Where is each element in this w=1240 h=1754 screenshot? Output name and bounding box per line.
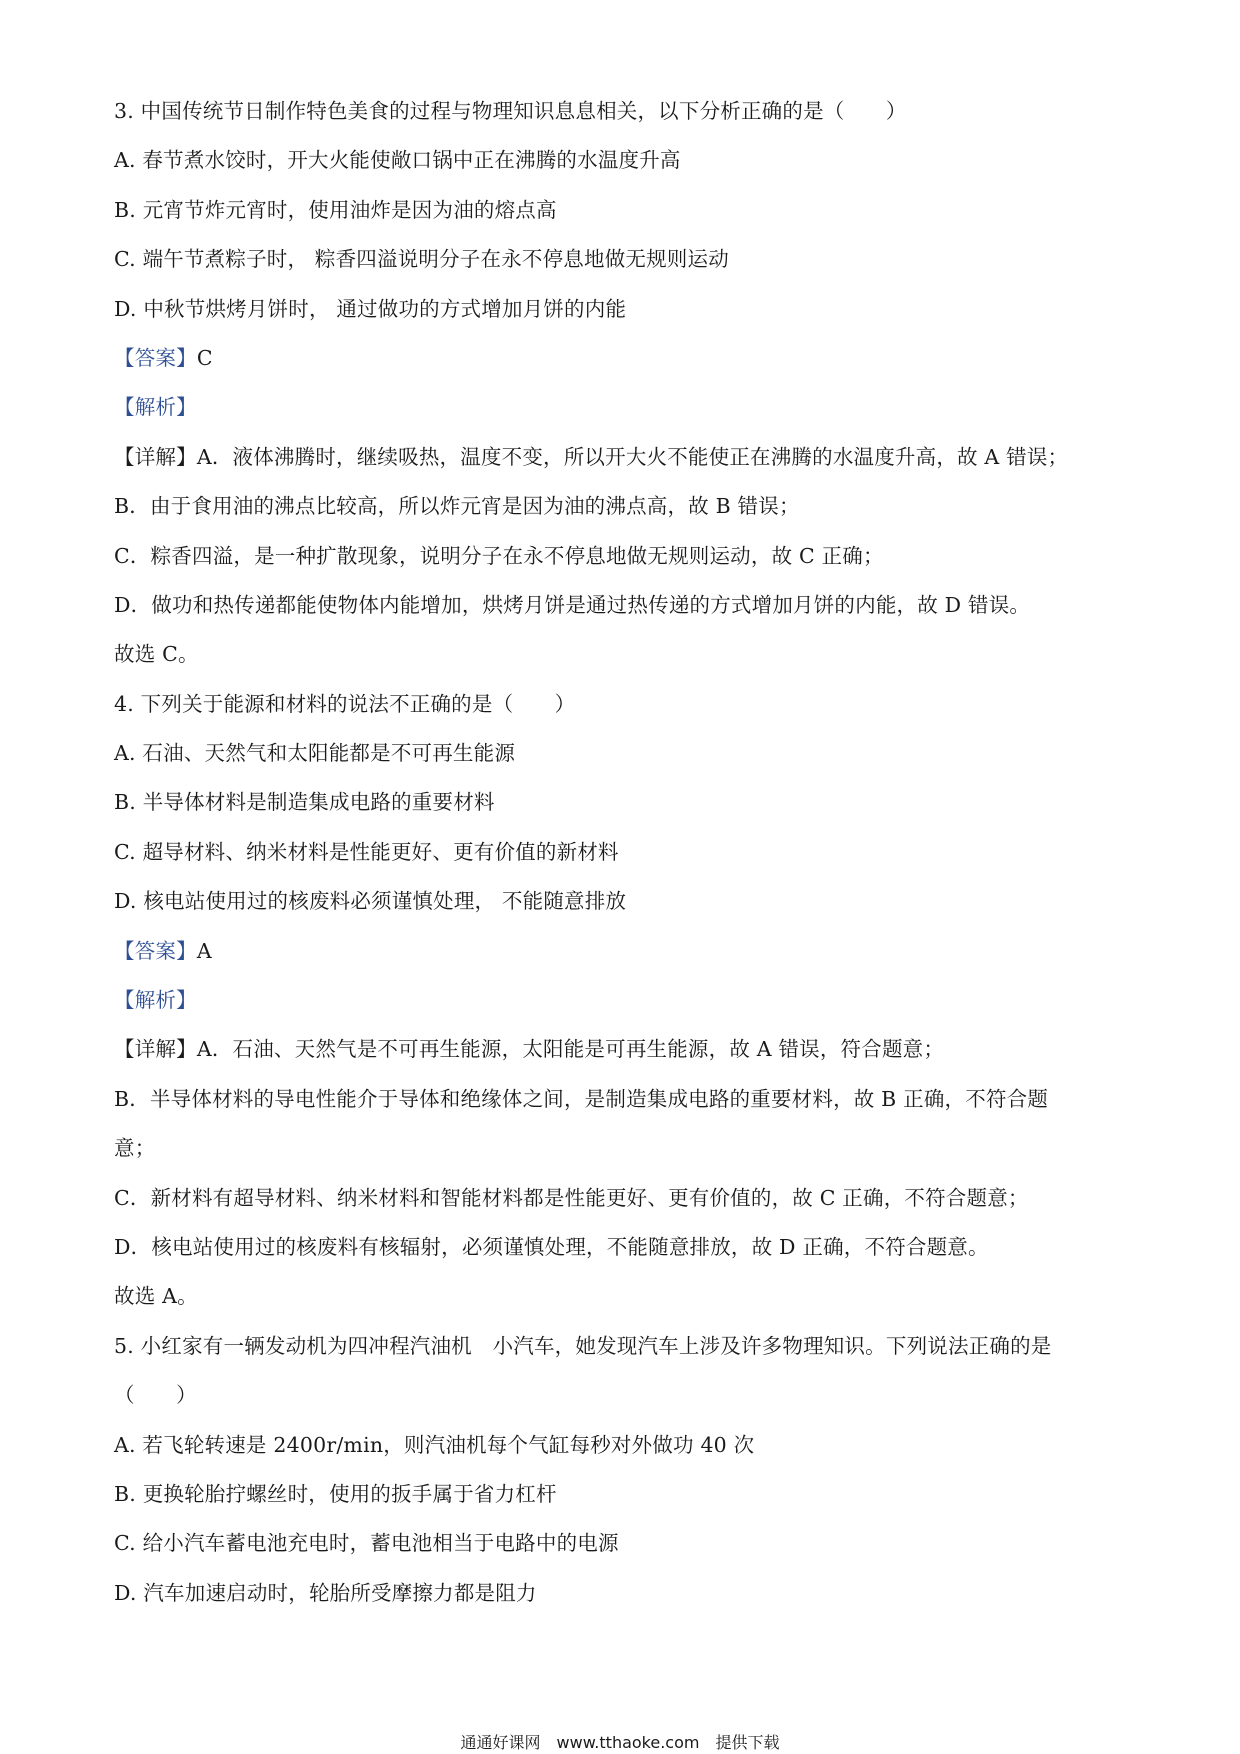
q5-stem-cont: （ ） bbox=[114, 1383, 197, 1408]
q5-option-a: A. 若飞轮转速是 2400r/min，则汽油机每个气缸每秒对外做功 40 次 bbox=[114, 1432, 755, 1457]
q4-option-a: A. 石油、天然气和太阳能都是不可再生能源 bbox=[114, 741, 516, 766]
q4-answer-tag: 【答案】 bbox=[114, 938, 197, 963]
q3-detail-c: C．粽香四溢，是一种扩散现象，说明分子在永不停息地做无规则运动，故 C 正确； bbox=[114, 543, 884, 568]
q4-answer bbox=[114, 938, 1124, 964]
q3-detail-d: D．做功和热传递都能使物体内能增加，烘烤月饼是通过热传递的方式增加月饼的内能，故 D 错误。 bbox=[114, 592, 1031, 617]
q4-option-c: C. 超导材料、纳米材料是性能更好、更有价值的新材料 bbox=[114, 839, 619, 864]
q4-detail-b-cont: 意； bbox=[114, 1136, 156, 1161]
q3-option-c: C. 端午节煮粽子时， 粽香四溢说明分子在永不停息地做无规则运动 bbox=[114, 247, 729, 272]
q3-detail-tag: 【详解】 bbox=[114, 444, 197, 469]
q3-detail-line: A．液体沸腾时，继续吸热，温度不变，所以开大火不能使正在沸腾的水温度升高，故 A 错误； bbox=[196, 444, 1069, 469]
q4-detail-tag: 【详解】 bbox=[114, 1037, 197, 1062]
q3-option-d: D. 中秋节烘烤月饼时， 通过做功的方式增加月饼的内能 bbox=[114, 296, 627, 321]
q3-stem: 3. 中国传统节日制作特色美食的过程与物理知识息息相关，以下分析正确的是（ ） bbox=[114, 99, 907, 123]
q3-option-b: B. 元宵节炸元宵时，使用油炸是因为油的熔点高 bbox=[114, 197, 557, 222]
q3-answer-value: C bbox=[196, 345, 213, 370]
q3-answer bbox=[114, 345, 1124, 371]
q5-stem: 5. 小红家有一辆发动机为四冲程汽油机 小汽车，她发现汽车上涉及许多物理知识。下列说法正确的是 bbox=[114, 1333, 1052, 1358]
q4-answer-value: A bbox=[196, 938, 212, 963]
q3-analysis-tag: 【解析】 bbox=[114, 395, 197, 420]
q4-option-d: D. 核电站使用过的核废料必须谨慎处理， 不能随意排放 bbox=[114, 889, 627, 914]
q3-analysis bbox=[114, 394, 1124, 420]
q4-detail-c: C．新材料有超导材料、纳米材料和智能材料都是性能更好、更有价值的，故 C 正确，不符合题意； bbox=[114, 1185, 1029, 1210]
q3-detail-b: B．由于食用油的沸点比较高，所以炸元宵是因为油的沸点高，故 B 错误； bbox=[114, 494, 800, 519]
q3-detail-a bbox=[114, 444, 1124, 470]
q5-option-b: B. 更换轮胎拧螺丝时，使用的扳手属于省力杠杆 bbox=[114, 1481, 557, 1506]
q4-stem: 4. 下列关于能源和材料的说法不正确的是（ ） bbox=[114, 691, 576, 716]
q4-analysis-tag: 【解析】 bbox=[114, 988, 197, 1013]
q4-analysis bbox=[114, 987, 1124, 1013]
q3-answer-tag: 【答案】 bbox=[114, 345, 197, 370]
q4-detail-b: B．半导体材料的导电性能介于导体和绝缘体之间，是制造集成电路的重要材料，故 B 正确，不符合题 bbox=[114, 1086, 1049, 1111]
q4-detail-line: A．石油、天然气是不可再生能源，太阳能是可再生能源，故 A 错误，符合题意； bbox=[196, 1037, 945, 1062]
q4-detail-d: D．核电站使用过的核废料有核辐射，必须谨慎处理，不能随意排放，故 D 正确，不符合题意。 bbox=[114, 1234, 989, 1259]
q5-option-c: C. 给小汽车蓄电池充电时，蓄电池相当于电路中的电源 bbox=[114, 1531, 619, 1556]
q3-option-a: A. 春节煮水饺时，开大火能使敞口锅中正在沸腾的水温度升高 bbox=[114, 148, 681, 173]
q3-conclusion: 故选 C。 bbox=[114, 642, 199, 667]
document-page bbox=[114, 98, 1124, 1629]
q5-option-d: D. 汽车加速启动时，轮胎所受摩擦力都是阻力 bbox=[114, 1580, 537, 1605]
q4-option-b: B. 半导体材料是制造集成电路的重要材料 bbox=[114, 790, 495, 815]
q4-detail-a bbox=[114, 1036, 1124, 1062]
page-footer: 通通好课网 www.tthaoke.com 提供下载 bbox=[460, 1733, 780, 1752]
q4-conclusion: 故选 A。 bbox=[114, 1284, 198, 1309]
